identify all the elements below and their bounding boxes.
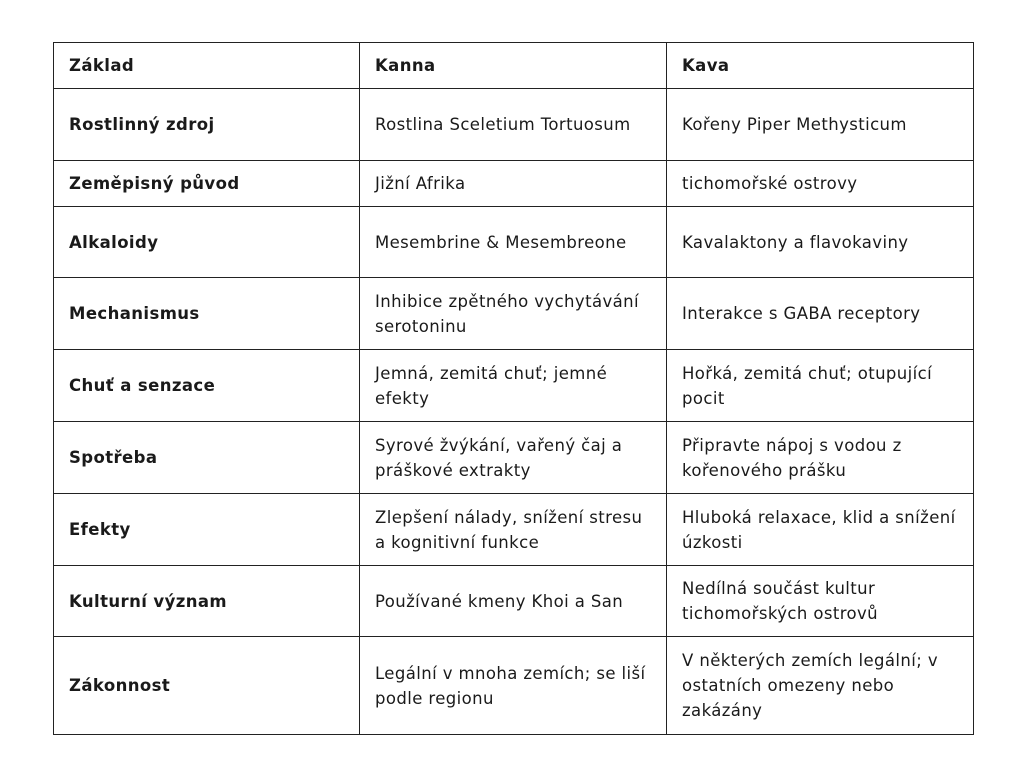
row-label: Zeměpisný původ xyxy=(54,161,360,207)
row-label: Spotřeba xyxy=(54,422,360,494)
kanna-cell: Jemná, zemitá chuť; jemné efekty xyxy=(360,350,667,422)
row-label: Mechanismus xyxy=(54,278,360,350)
table-row xyxy=(54,637,974,735)
row-label: Rostlinný zdroj xyxy=(54,89,360,161)
row-label: Kulturní význam xyxy=(54,566,360,637)
kanna-cell: Syrové žvýkání, vařený čaj a práškové extrakty xyxy=(360,422,667,494)
kava-cell: tichomořské ostrovy xyxy=(667,161,974,207)
kava-cell: Nedílná součást kultur tichomořských ostrovů xyxy=(667,566,974,637)
header-kanna: Kanna xyxy=(360,43,667,89)
kava-cell: Kořeny Piper Methysticum xyxy=(667,89,974,161)
row-label: Zákonnost xyxy=(54,637,360,735)
table-row xyxy=(54,350,974,422)
header-kava: Kava xyxy=(667,43,974,89)
table-row xyxy=(54,494,974,566)
kava-cell: Interakce s GABA receptory xyxy=(667,278,974,350)
kanna-cell: Používané kmeny Khoi a San xyxy=(360,566,667,637)
comparison-table-container xyxy=(53,42,973,735)
kava-cell: Kavalaktony a flavokaviny xyxy=(667,207,974,278)
row-label: Alkaloidy xyxy=(54,207,360,278)
comparison-table xyxy=(53,42,974,735)
kava-cell: V některých zemích legální; v ostatních omezeny nebo zakázány xyxy=(667,637,974,735)
table-header-row xyxy=(54,43,974,89)
kanna-cell: Jižní Afrika xyxy=(360,161,667,207)
row-label: Efekty xyxy=(54,494,360,566)
table-row xyxy=(54,207,974,278)
kava-cell: Hořká, zemitá chuť; otupující pocit xyxy=(667,350,974,422)
table-row xyxy=(54,161,974,207)
kanna-cell: Rostlina Sceletium Tortuosum xyxy=(360,89,667,161)
kanna-cell: Mesembrine & Mesembreone xyxy=(360,207,667,278)
kanna-cell: Legální v mnoha zemích; se liší podle regionu xyxy=(360,637,667,735)
kava-cell: Hluboká relaxace, klid a snížení úzkosti xyxy=(667,494,974,566)
table-row xyxy=(54,566,974,637)
kanna-cell: Inhibice zpětného vychytávání serotoninu xyxy=(360,278,667,350)
kava-cell: Připravte nápoj s vodou z kořenového prášku xyxy=(667,422,974,494)
row-label: Chuť a senzace xyxy=(54,350,360,422)
header-basis: Základ xyxy=(54,43,360,89)
table-row xyxy=(54,422,974,494)
table-row xyxy=(54,89,974,161)
kanna-cell: Zlepšení nálady, snížení stresu a kognitivní funkce xyxy=(360,494,667,566)
table-row xyxy=(54,278,974,350)
